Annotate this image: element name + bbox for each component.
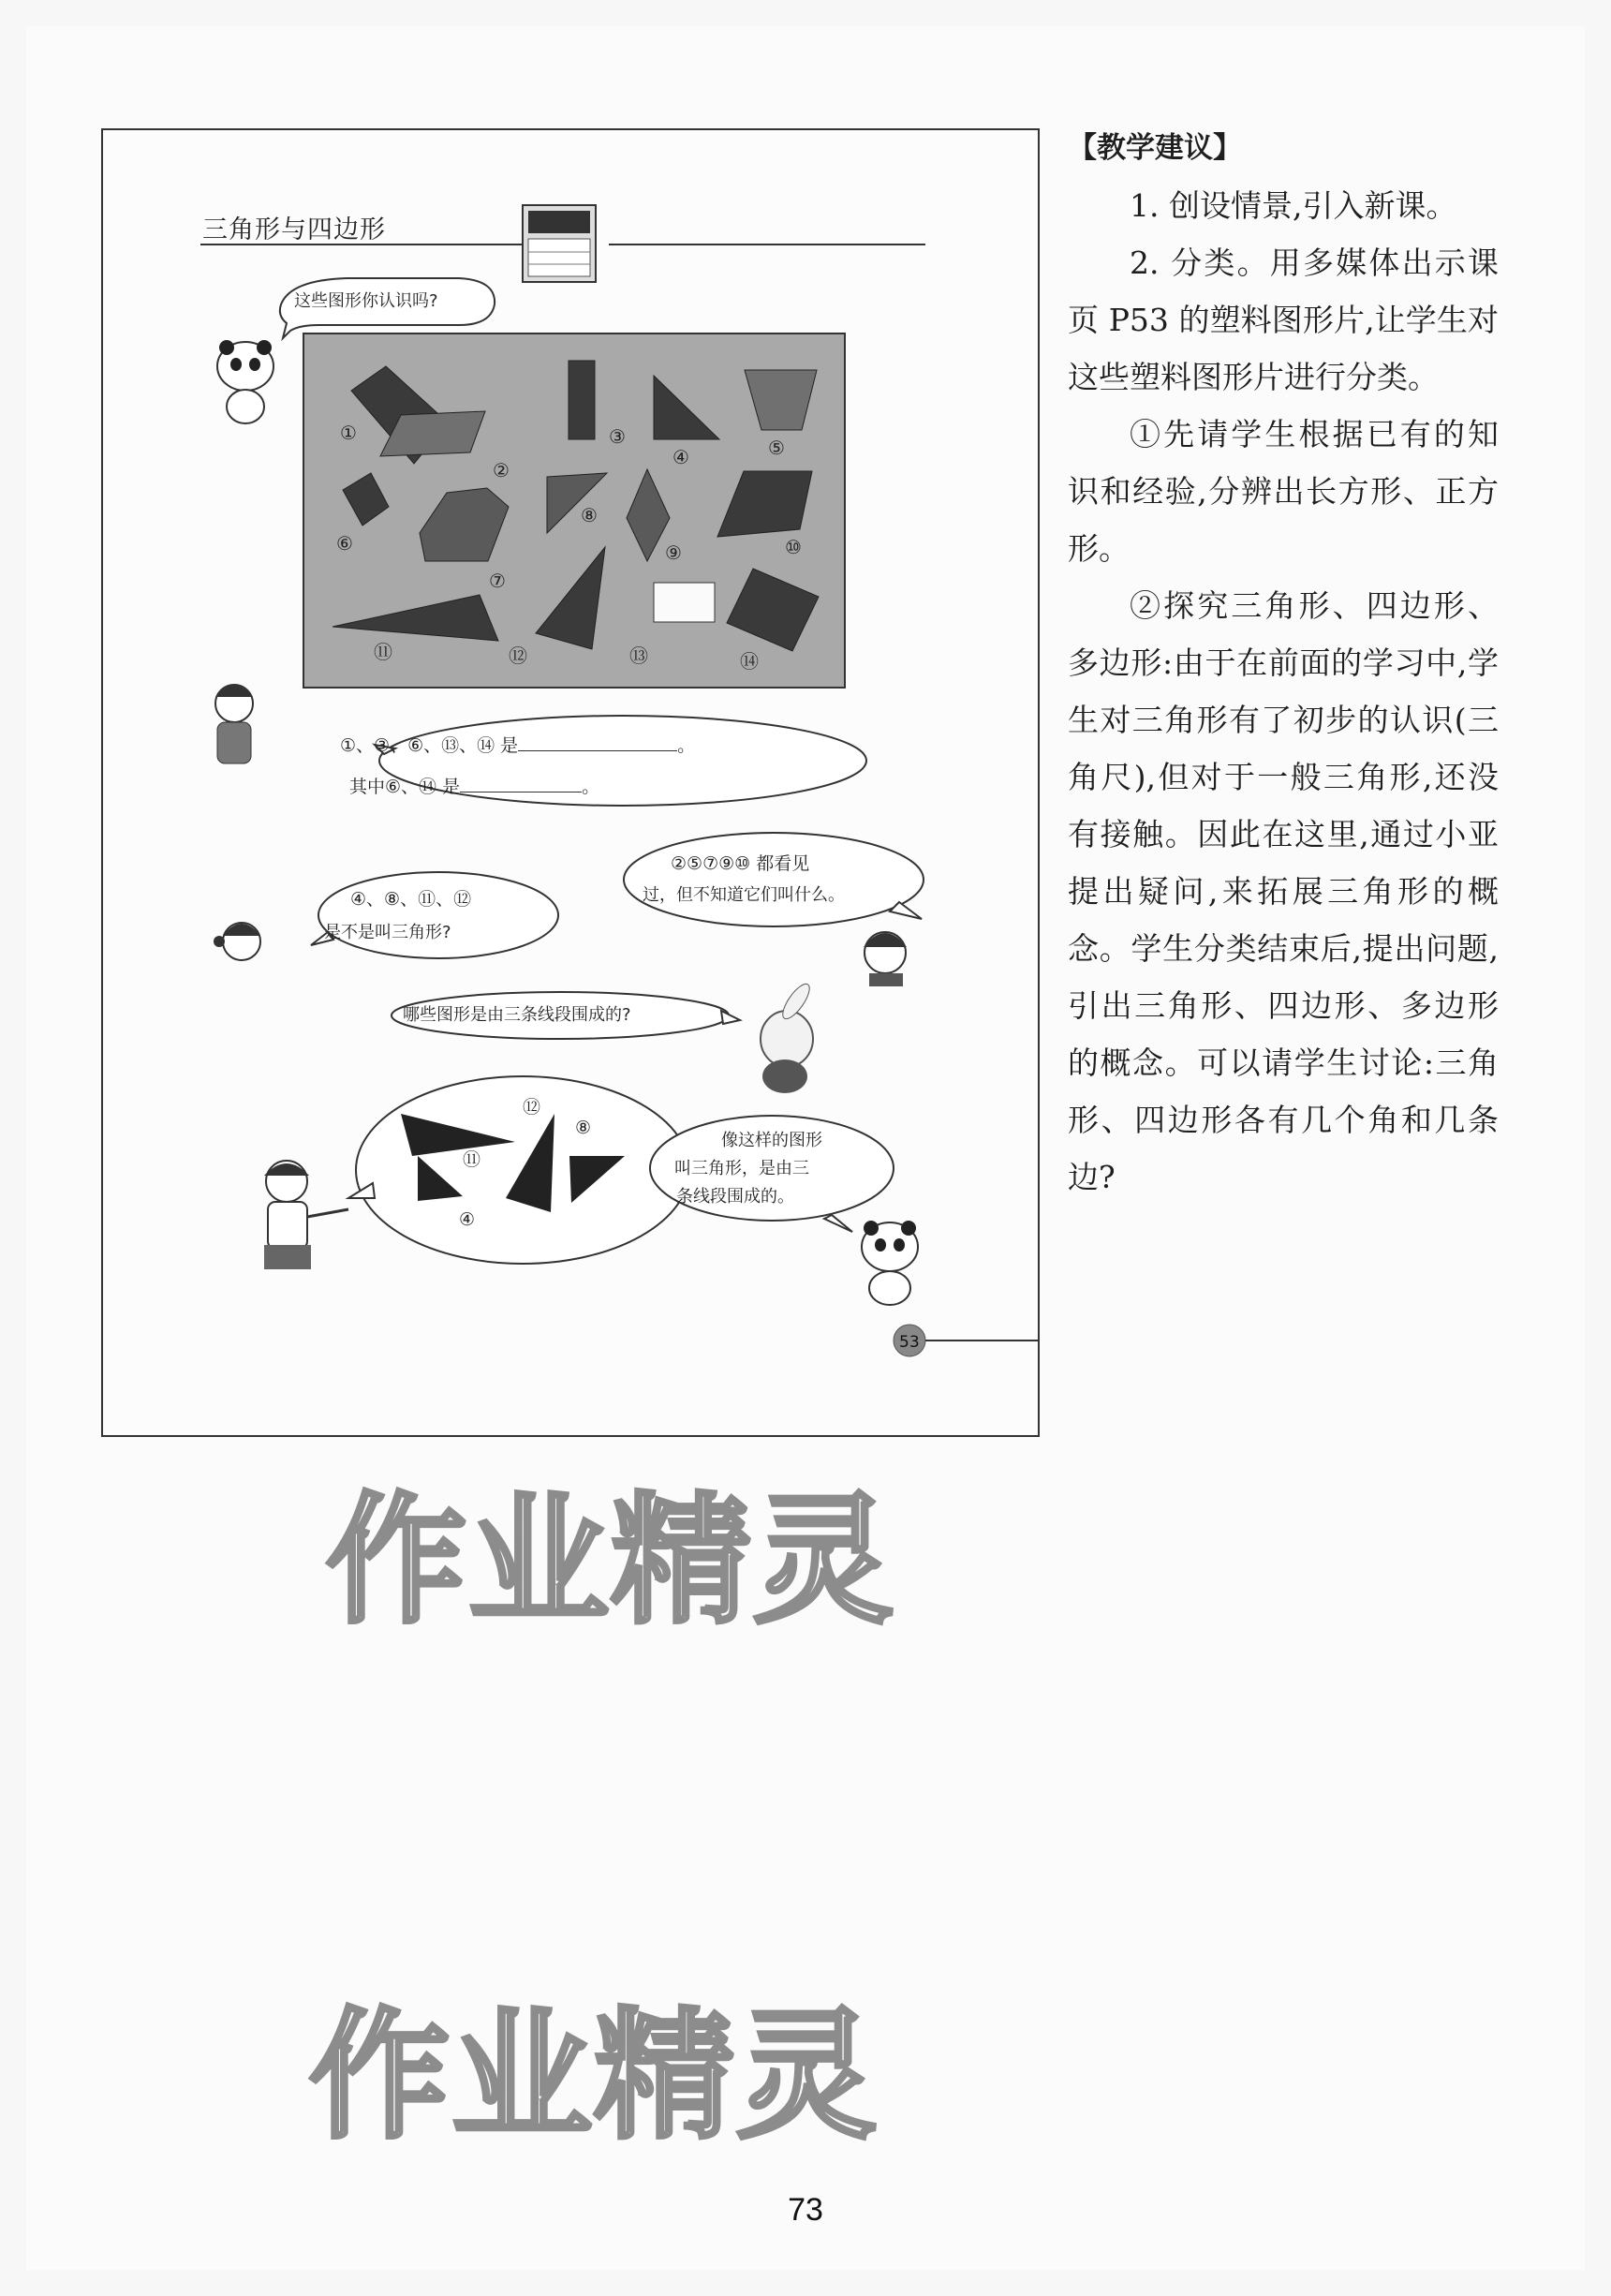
panda-bubble-line3: 条线段围成的。 <box>676 1187 794 1207</box>
girl-bubble-line2: 是不是叫三角形? <box>324 923 451 942</box>
suggestion-paragraph: ②探究三角形、四边形、多边形:由于在前面的学习中,学生对三角形有了初步的认识(三角尺),但对于一般三角形,还没有接触。因此在这里,通过小亚提出疑问,来拓展三角形的概念。学生分类结束后,提出问题,引出三角形、四边形、多边形的概念。可以请学生讨论:三角形、四边形各有几个角和几条边? <box>1068 587 1499 1195</box>
shape-label-3: ③ <box>609 425 626 448</box>
panda-icon <box>217 340 273 423</box>
boy-bubble-line2: 其中⑥、⑭ 是 。 <box>349 777 600 797</box>
watermark: 作业精灵 <box>309 1995 879 2158</box>
shape-label-9: ⑨ <box>665 541 682 564</box>
page-number: 73 <box>788 2192 823 2228</box>
shape-13 <box>654 583 715 622</box>
triangle-label-12: ⑫ <box>523 1097 541 1118</box>
suggestions-heading: 【教学建议】 <box>1068 131 1242 165</box>
shape-label-7: ⑦ <box>489 570 506 592</box>
shape-label-5: ⑤ <box>768 437 785 459</box>
shape-label-1: ① <box>340 422 357 444</box>
rabbit-bubble-text: 哪些图形是由三条线段围成的? <box>403 1005 631 1025</box>
shape-label-10: ⑩ <box>785 536 802 558</box>
triangle-label-11: ⑪ <box>463 1149 481 1170</box>
triangle-label-4: ④ <box>459 1209 476 1230</box>
textbook-page-number: 53 <box>899 1333 920 1352</box>
boy-icon <box>215 685 253 763</box>
teaching-suggestions <box>1068 120 1499 1206</box>
boy-hat-icon <box>864 932 907 986</box>
girl-pointing-icon <box>264 1161 348 1269</box>
shape-label-6: ⑥ <box>336 532 353 555</box>
girl-icon <box>214 923 260 960</box>
boy2-bubble-line1: ②⑤⑦⑨⑩ 都看见 <box>671 853 810 874</box>
suggestion-paragraph: ①先请学生根据已有的知识和经验,分辨出长方形、正方形。 <box>1068 416 1499 567</box>
question-bubble-text: 这些图形你认识吗? <box>294 291 438 311</box>
shape-label-12: ⑫ <box>509 644 527 667</box>
rabbit-icon <box>761 980 814 1093</box>
girl-bubble-line1: ④、⑧、⑪、⑫ <box>350 889 472 910</box>
watermark: 作业精灵 <box>326 1480 896 1643</box>
shape-label-11: ⑪ <box>374 641 392 663</box>
panda-bubble-line1: 像这样的图形 <box>721 1131 822 1150</box>
boy2-bubble-line2: 过，但不知道它们叫什么。 <box>643 885 845 905</box>
shape-label-2: ② <box>493 459 510 481</box>
shape-label-13: ⑬ <box>629 644 648 667</box>
suggestion-paragraph: 2. 分类。用多媒体出示课页 P53 的塑料图形片,让学生对这些塑料图形片进行分类。 <box>1068 244 1499 395</box>
shape-label-4: ④ <box>672 446 689 468</box>
shape-label-14: ⑭ <box>740 650 759 673</box>
shape-3 <box>569 361 595 439</box>
boy-bubble-line1: ①、③、⑥、⑬、⑭ 是 。 <box>340 735 696 756</box>
textbook-title: 三角形与四边形 <box>202 215 386 244</box>
suggestion-paragraph: 1. 创设情景,引入新课。 <box>1130 187 1457 224</box>
boy2-bubble-shape <box>624 833 924 926</box>
panda-bubble-line2: 叫三角形，是由三 <box>674 1159 809 1178</box>
textbook-figure <box>101 128 1040 1437</box>
triangle-label-8: ⑧ <box>575 1118 592 1138</box>
abacus-icon <box>523 205 596 282</box>
shape-label-8: ⑧ <box>581 504 598 526</box>
panda-bottom-icon <box>862 1221 918 1305</box>
